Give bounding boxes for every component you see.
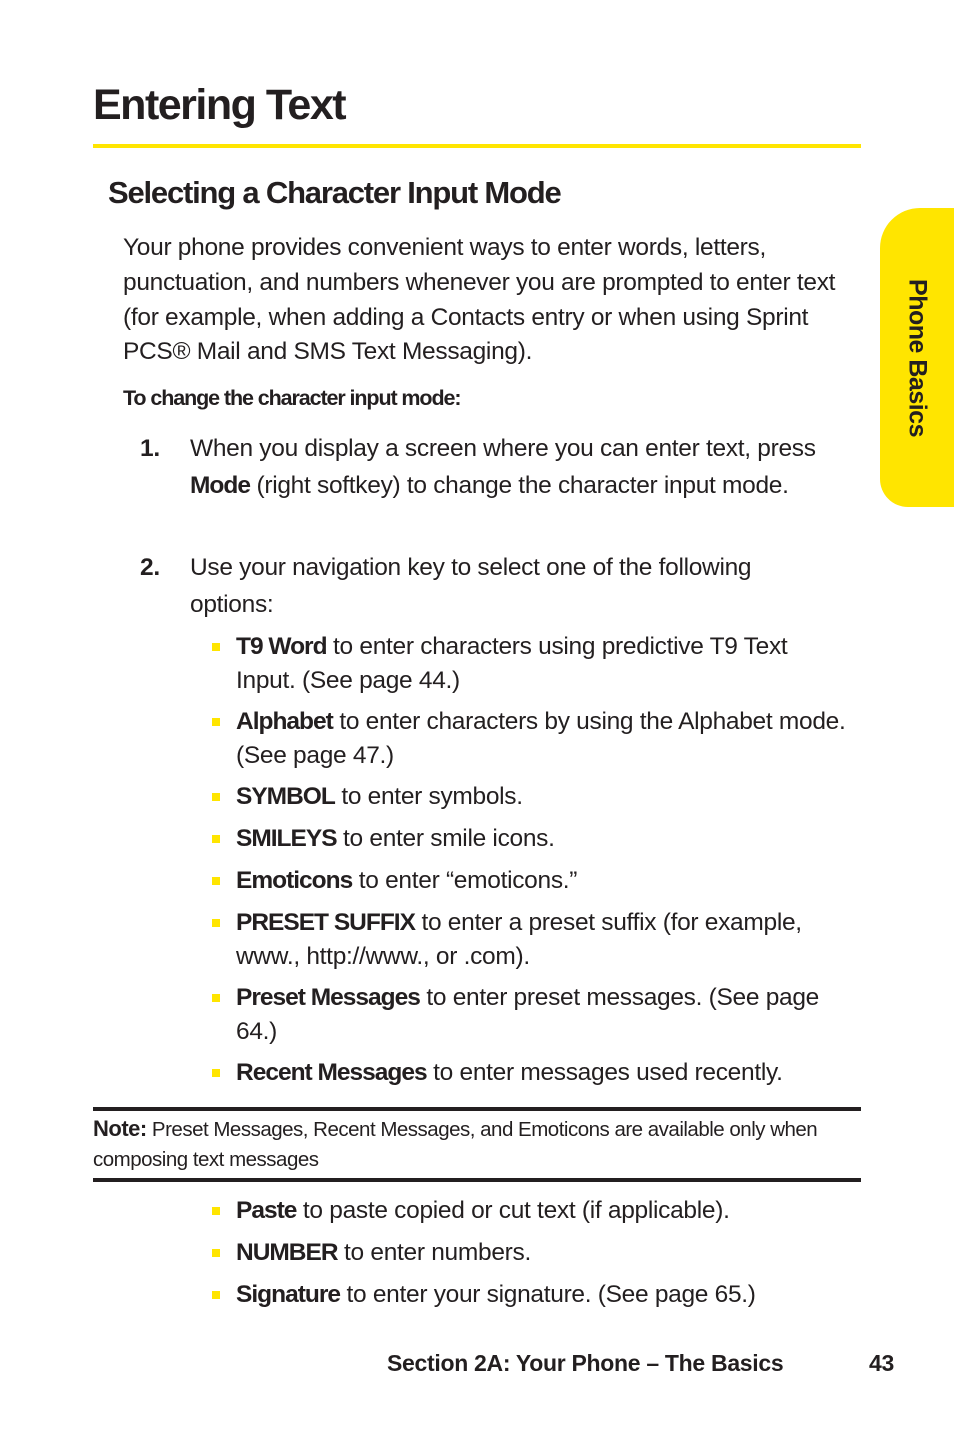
square-bullet-icon [212,1069,220,1077]
square-bullet-icon [212,1207,220,1215]
side-tab-label: Phone Basics [903,278,932,437]
note-bottom-rule [93,1178,861,1182]
option-item: Preset Messages to enter preset messages. (See page 64.) [212,981,852,1048]
square-bullet-icon [212,994,220,1002]
square-bullet-icon [212,718,220,726]
note-top-rule [93,1107,861,1111]
option-item: Paste to paste copied or cut text (if applicable). [212,1194,852,1228]
option-item: SMILEYS to enter smile icons. [212,822,852,856]
square-bullet-icon [212,919,220,927]
note [93,1114,858,1175]
option-item: NUMBER to enter numbers. [212,1236,852,1270]
option-item: Emoticons to enter “emoticons.” [212,864,852,898]
note-label: Note: [93,1116,147,1141]
term-mode: Mode [190,471,250,499]
note-text: Preset Messages, Recent Messages, and Emoticons are available only when composing text messages [93,1118,818,1171]
option-item: Signature to enter your signature. (See page 65.) [212,1278,852,1312]
option-item: SYMBOL to enter symbols. [212,780,852,814]
square-bullet-icon [212,793,220,801]
step-text: When you display a screen where you can enter text, press Mode (right softkey) to change the character input mode. [190,435,816,499]
option-item: Alphabet to enter characters by using the Alphabet mode. (See page 47.) [212,705,852,772]
square-bullet-icon [212,1291,220,1299]
footer-section: Section 2A: Your Phone – The Basics [387,1350,784,1376]
side-tab [880,208,954,507]
square-bullet-icon [212,877,220,885]
step-text: Use your navigation key to select one of the following options: [190,554,752,618]
step-number: 1. [140,435,160,462]
step-number: 2. [140,554,160,581]
page-title: Entering Text [93,81,346,129]
option-item: PRESET SUFFIX to enter a preset suffix (for example, www., http://www., or .com). [212,906,852,973]
procedure-heading: To change the character input mode: [123,386,461,410]
square-bullet-icon [212,835,220,843]
section-heading: Selecting a Character Input Mode [108,175,561,210]
option-item: Recent Messages to enter messages used recently. [212,1056,852,1090]
step-2 [140,550,840,623]
step-1 [140,431,840,504]
square-bullet-icon [212,643,220,651]
page-number: 43 [869,1350,894,1376]
option-item: T9 Word to enter characters using predictive T9 Text Input. (See page 44.) [212,630,852,697]
title-underline [93,144,861,148]
intro-paragraph: Your phone provides convenient ways to enter words, letters, punctuation, and numbers whenever you are prompted to enter text (for example, when adding a Contacts entry or when using Sprint PCS® Mail and SMS Text Messaging). [123,234,836,366]
square-bullet-icon [212,1249,220,1257]
